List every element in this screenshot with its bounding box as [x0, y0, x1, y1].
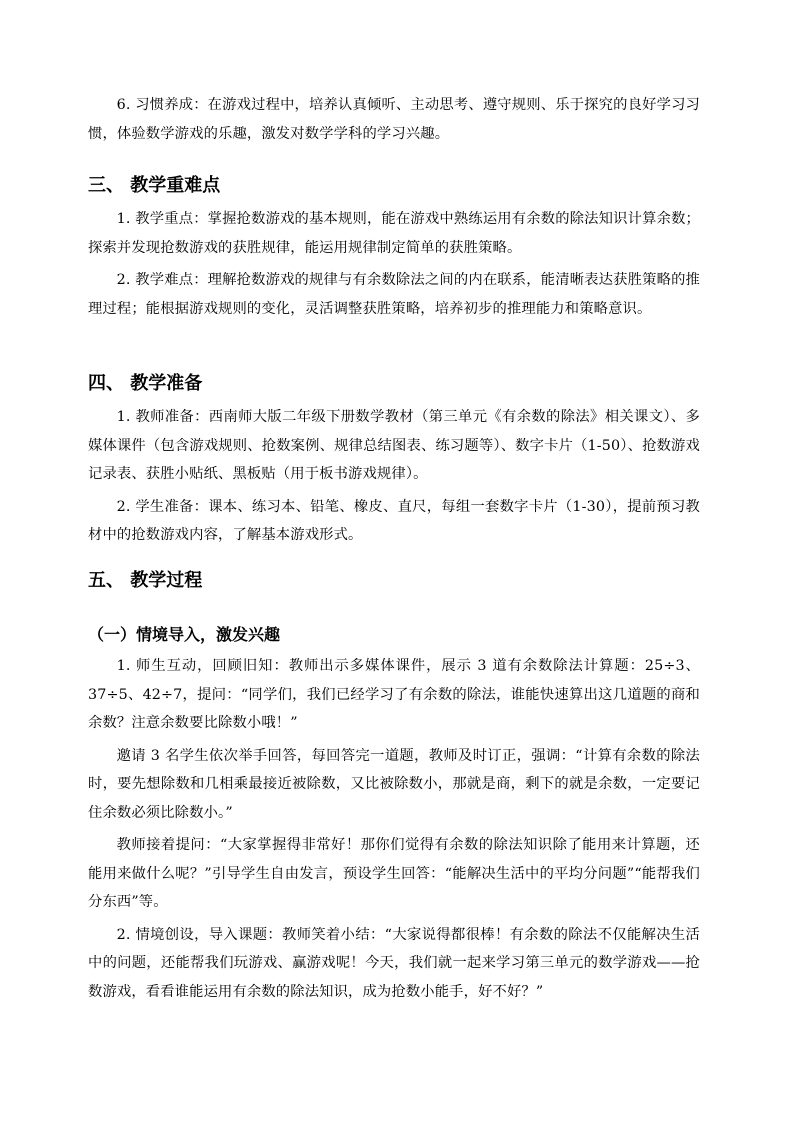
- paragraph-student-prep: 2. 学生准备：课本、练习本、铅笔、橡皮、直尺，每组一套数字卡片（1-30），提前预习教材中的抢数游戏内容，了解基本游戏形式。: [88, 498, 700, 543]
- subsection-1-body: [88, 652, 700, 1006]
- paragraph-difficult-point: 2. 教学难点：理解抢数游戏的规律与有余数除法之间的内在联系，能清晰表达获胜策略的推理过程；能根据游戏规则的变化，灵活调整获胜策略，培养初步的推理能力和策略意识。: [88, 272, 700, 317]
- section-3-title: 三、 教学重难点: [88, 175, 221, 196]
- section-4-body: [88, 403, 700, 550]
- paragraph-interact: 1. 师生互动，回顾旧知：教师出示多媒体课件，展示 3 道有余数除法计算题：25÷3、37÷5、42÷7，提问：“同学们，我们已经学习了有余数的除法，谁能快速算出这几道题的商和余数？注意余数要比除数小哦！”: [88, 658, 700, 731]
- paragraph-invite: 邀请 3 名学生依次举手回答，每回答完一道题，教师及时订正，强调：“计算有余数的除法时，要先想除数和几相乘最接近被除数，又比被除数小，那就是商，剩下的就是余数，一定要记住余数必须比除数小。”: [88, 747, 700, 821]
- subsection-1-title: （一）情境导入，激发兴趣: [88, 625, 281, 644]
- paragraph-teacher-prep: 1. 教师准备：西南师大版二年级下册数学教材（第三单元《有余数的除法》相关课文）、多媒体课件（包含游戏规则、抢数案例、规律总结图表、练习题等）、数字卡片（1-50）、抢数游戏记录表、获胜小贴纸、黑板贴（用于板书游戏规律）。: [88, 409, 700, 482]
- subsection-1-heading-block: [88, 622, 700, 648]
- paragraph-scene: 2. 情境创设，导入课题：教师笑着小结：“大家说得都很棒！有余数的除法不仅能解决生活中的问题，还能帮我们玩游戏、赢游戏呢！今天，我们就一起来学习第三单元的数学游戏——抢数游戏，看看谁能运用有余数的除法知识，成为抢数小能手，好不好？”: [88, 926, 700, 1000]
- section-3-heading-block: [88, 172, 700, 200]
- section-3-body: [88, 205, 700, 323]
- section-4-heading-block: [88, 370, 700, 398]
- paragraph-ask: 教师接着提问：“大家掌握得非常好！那你们觉得有余数的除法知识除了能用来计算题，还能用来做什么呢？”引导学生自由发言，预设学生回答：“能解决生活中的平均分问题”“能帮我们分东西”等。: [88, 837, 700, 910]
- section-5-heading-block: [88, 567, 700, 595]
- paragraph-habit: 6. 习惯养成：在游戏过程中，培养认真倾听、主动思考、遵守规则、乐于探究的良好学习习惯，体验数学游戏的乐趣，激发对数学学科的学习兴趣。: [88, 97, 700, 142]
- habit-paragraph-block: [88, 91, 700, 148]
- paragraph-key-point: 1. 教学重点：掌握抢数游戏的基本规则，能在游戏中熟练运用有余数的除法知识计算余数；探索并发现抢数游戏的获胜规律，能运用规律制定简单的获胜策略。: [88, 211, 700, 256]
- section-4-title: 四、 教学准备: [88, 373, 203, 394]
- section-5-title: 五、 教学过程: [88, 570, 203, 591]
